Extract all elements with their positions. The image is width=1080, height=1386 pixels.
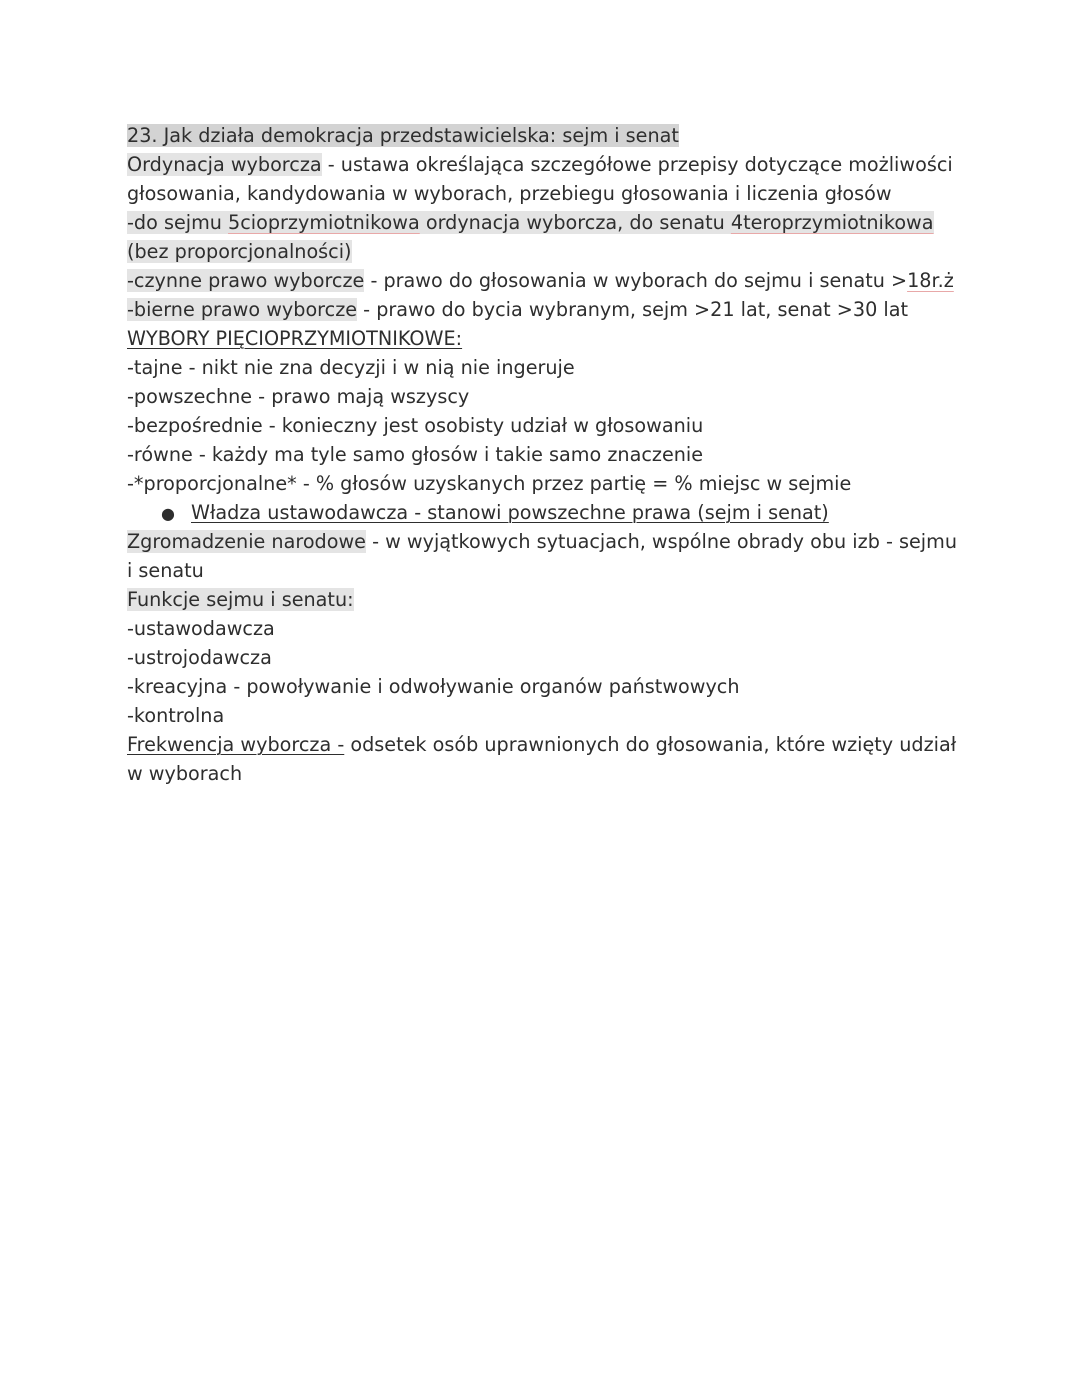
title-line (127, 121, 967, 150)
zgromadzenie-definition-2: i senatu (127, 559, 204, 582)
ordynacja-line-2 (127, 179, 967, 208)
ordynacja-types-word1: 5cioprzymiotnikowa (228, 211, 420, 234)
frekwencja-term: Frekwencja wyborcza - (127, 733, 345, 756)
zgromadzenie-line-1 (127, 527, 967, 556)
bierne-definition: - prawo do bycia wybranym, sejm >21 lat, senat >30 lat (357, 298, 908, 321)
czynne-definition: - prawo do głosowania w wyborach do sejmu i senatu > (364, 269, 908, 292)
funkcje-heading-line (127, 585, 967, 614)
ordynacja-types-part1: -do sejmu (127, 211, 229, 234)
funkcje-item: -ustawodawcza (127, 617, 275, 640)
wybory-heading-line (127, 324, 967, 353)
ordynacja-types-word2: 4teroprzymiotnikowa (730, 211, 934, 234)
frekwencja-definition-1: odsetek osób uprawnionych do głosowania, które wzięty udział (344, 733, 957, 756)
zgromadzenie-line-2 (127, 556, 967, 585)
ordynacja-types-note: (bez proporcjonalności) (127, 240, 352, 263)
ordynacja-types-line-1 (127, 208, 967, 237)
frekwencja-definition-2: w wyborach (127, 762, 243, 785)
wybory-item: -powszechne - prawo mają wszyscy (127, 385, 470, 408)
wybory-item: -*proporcjonalne* - % głosów uzyskanych przez partię = % miejsc w sejmie (127, 472, 852, 495)
wybory-item: -bezpośrednie - konieczny jest osobisty udział w głosowaniu (127, 414, 704, 437)
frekwencja-line-1 (127, 730, 967, 759)
funkcje-item: -ustrojodawcza (127, 646, 272, 669)
frekwencja-line-2 (127, 759, 967, 788)
czynne-age: 18r.ż (907, 269, 954, 292)
funkcje-item: -kreacyjna - powoływanie i odwoływanie organów państwowych (127, 675, 740, 698)
czynne-term: -czynne prawo wyborcze (127, 269, 365, 292)
document-body (127, 121, 967, 788)
ordynacja-definition-2: głosowania, kandydowania w wyborach, przebiegu głosowania i liczenia głosów (127, 182, 892, 205)
document-title: 23. Jak działa demokracja przedstawicielska: sejm i senat (127, 124, 679, 147)
ordynacja-line-1 (127, 150, 967, 179)
ordynacja-types-line-2 (127, 237, 967, 266)
ordynacja-types-highlight (127, 211, 934, 234)
czynne-line (127, 266, 967, 295)
zgromadzenie-term: Zgromadzenie narodowe (127, 530, 366, 553)
bullet-item (127, 498, 967, 527)
wybory-item: -równe - każdy ma tyle samo głosów i takie samo znaczenie (127, 443, 704, 466)
bullet-text: Władza ustawodawcza - stanowi powszechne prawa (sejm i senat) (191, 501, 829, 524)
bullet-dot-icon: ● (161, 504, 175, 523)
wybory-item: -tajne - nikt nie zna decyzji i w nią nie ingeruje (127, 356, 575, 379)
wybory-heading: WYBORY PIĘCIOPRZYMIOTNIKOWE: (127, 327, 463, 350)
funkcje-item: -kontrolna (127, 704, 225, 727)
ordynacja-term: Ordynacja wyborcza (127, 153, 322, 176)
bierne-line (127, 295, 967, 324)
funkcje-heading: Funkcje sejmu i senatu: (127, 588, 354, 611)
zgromadzenie-definition-1: - w wyjątkowych sytuacjach, wspólne obrady obu izb - sejmu (365, 530, 957, 553)
ordynacja-definition-1: - ustawa określająca szczegółowe przepisy dotyczące możliwości (321, 153, 953, 176)
ordynacja-types-part2: ordynacja wyborcza, do senatu (419, 211, 731, 234)
bierne-term: -bierne prawo wyborcze (127, 298, 358, 321)
